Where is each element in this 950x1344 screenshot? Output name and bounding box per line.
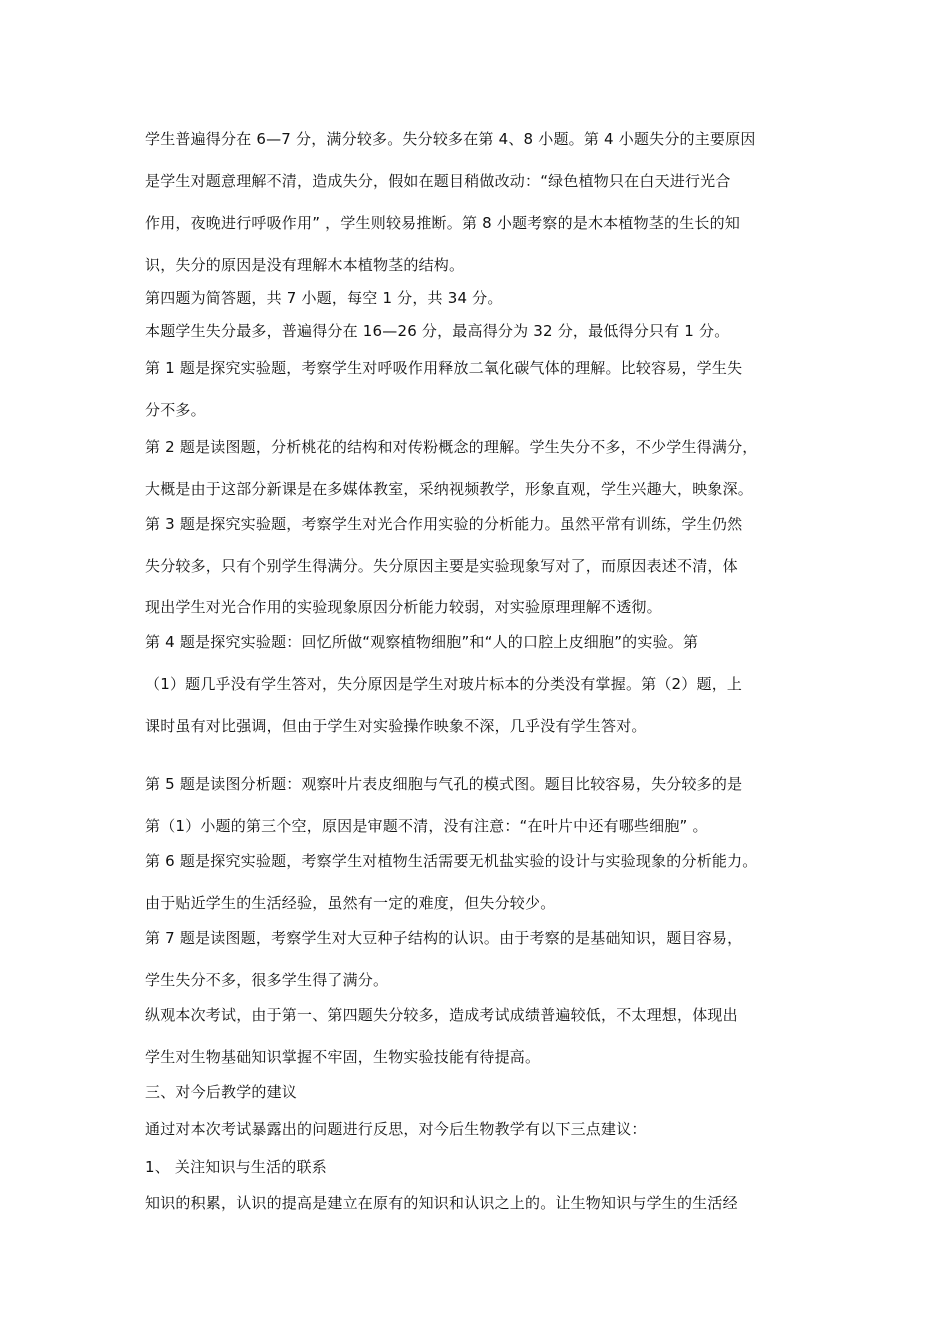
paragraph-line: 是学生对题意理解不清，造成失分，假如在题目稍做改动：“绿色植物只在白天进行光合 [145, 172, 731, 190]
paragraph-line: 知识的积累，认识的提高是建立在原有的知识和认识之上的。让生物知识与学生的生活经 [145, 1194, 738, 1212]
paragraph-line: 学生失分不多，很多学生得了满分。 [145, 971, 389, 989]
paragraph-line: 本题学生失分最多，普遍得分在 16—26 分，最高得分为 32 分，最低得分只有 1 分。 [145, 322, 730, 340]
paragraph-line: 通过对本次考试暴露出的问题进行反思，对今后生物教学有以下三点建议： [145, 1120, 647, 1138]
paragraph-line: 失分较多，只有个别学生得满分。失分原因主要是实验现象写对了，而原因表述不清，体 [145, 557, 738, 575]
paragraph-line: 第 1 题是探究实验题，考察学生对呼吸作用释放二氧化碳气体的理解。比较容易，学生失 [145, 359, 743, 377]
paragraph-line: 大概是由于这部分新课是在多媒体教室，采纳视频教学，形象直观，学生兴趣大，映象深。 [145, 480, 754, 498]
paragraph-line: 第（1）小题的第三个空，原因是审题不清，没有注意：“在叶片中还有哪些细胞” 。 [145, 817, 708, 835]
paragraph-line: 学生对生物基础知识掌握不牢固，生物实验技能有待提高。 [145, 1048, 541, 1066]
paragraph-line: 第 7 题是读图题，考察学生对大豆种子结构的认识。由于考察的是基础知识，题目容易， [145, 929, 743, 947]
paragraph-line: 作用，夜晚进行呼吸作用” ，学生则较易推断。第 8 小题考察的是木本植物茎的生长的知 [145, 214, 741, 232]
paragraph-line: 分不多。 [145, 401, 206, 419]
paragraph-line: 第 6 题是探究实验题，考察学生对植物生活需要无机盐实验的设计与实验现象的分析能力。 [145, 852, 758, 870]
section-heading-line: 第四题为简答题，共 7 小题，每空 1 分，共 34 分。 [145, 289, 503, 307]
paragraph-line: 现出学生对光合作用的实验现象原因分析能力较弱，对实验原理理解不透彻。 [145, 598, 662, 616]
paragraph-line: 第 4 题是探究实验题：回忆所做“观察植物细胞”和“人的口腔上皮细胞”的实验。第 [145, 633, 699, 651]
list-item-line: 1、 关注知识与生活的联系 [145, 1158, 327, 1176]
paragraph-line: 识，失分的原因是没有理解木本植物茎的结构。 [145, 256, 465, 274]
paragraph-line: 课时虽有对比强调，但由于学生对实验操作映象不深，几乎没有学生答对。 [145, 717, 647, 735]
paragraph-line: 第 3 题是探究实验题，考察学生对光合作用实验的分析能力。虽然平常有训练，学生仍然 [145, 515, 743, 533]
paragraph-line: 第 2 题是读图题，分析桃花的结构和对传粉概念的理解。学生失分不多，不少学生得满分， [145, 438, 758, 456]
paragraph-line: 由于贴近学生的生活经验，虽然有一定的难度，但失分较少。 [145, 894, 556, 912]
paragraph-line: 学生普遍得分在 6—7 分，满分较多。失分较多在第 4、8 小题。第 4 小题失分的主要原因 [145, 130, 756, 148]
paragraph-line: 纵观本次考试，由于第一、第四题失分较多，造成考试成绩普遍较低，不太理想，体现出 [145, 1006, 738, 1024]
paragraph-line: （1）题几乎没有学生答对，失分原因是学生对玻片标本的分类没有掌握。第（2）题，上 [145, 675, 743, 693]
section-heading-line: 三、对今后教学的建议 [145, 1083, 298, 1101]
paragraph-line: 第 5 题是读图分析题：观察叶片表皮细胞与气孔的模式图。题目比较容易，失分较多的是 [145, 775, 743, 793]
